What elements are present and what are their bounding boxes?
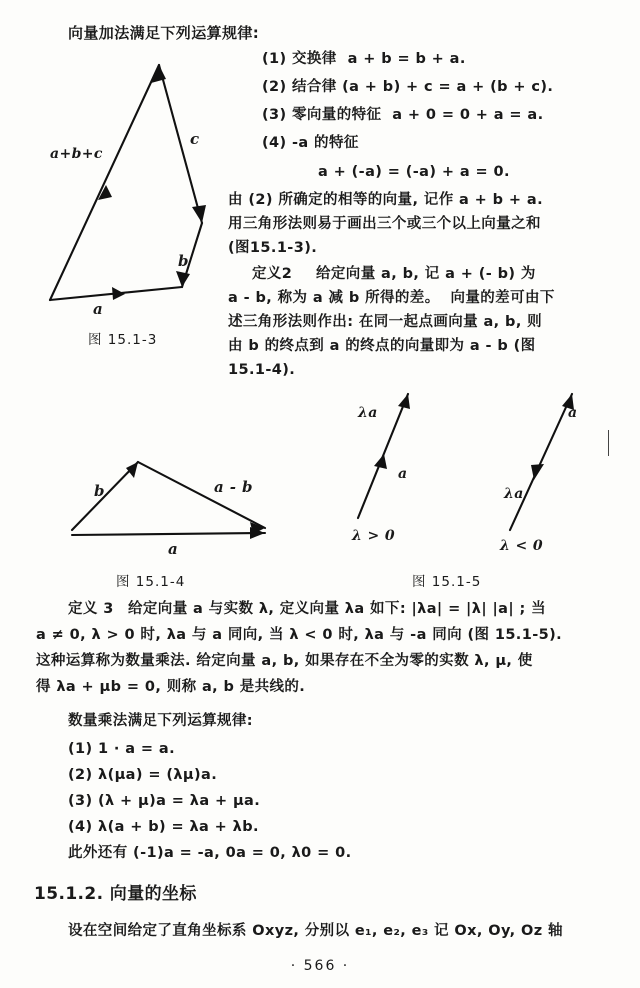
- para1-line-2: 用三角形法则易于画出三个或三个以上向量之和: [228, 216, 541, 232]
- figure-15-1-4-caption: 图 15.1-4: [116, 574, 186, 590]
- figure-15-1-3-label-a: a: [93, 300, 104, 318]
- def2-label: 定义2: [252, 266, 293, 282]
- scalar-rule-3: (3) (λ + μ)a = λa + μa.: [68, 793, 261, 809]
- figure-15-1-5-label-lambda-a-right: λa: [504, 486, 524, 502]
- scalar-rule-1: (1) 1 · a = a.: [68, 741, 176, 757]
- figure-15-1-3-label-abc: a+b+c: [50, 146, 103, 162]
- rule-item-2: (2) 结合律 (a + b) + c = a + (b + c).: [262, 79, 554, 95]
- figure-15-1-5-cond-left: λ > 0: [352, 528, 396, 544]
- rule-item-4b: a + (-a) = (-a) + a = 0.: [318, 164, 510, 180]
- margin-tick: [608, 430, 609, 456]
- page-number: · 566 ·: [290, 958, 350, 974]
- def2-line-1: 给定向量 a, b, 记 a + (- b) 为: [316, 266, 536, 282]
- def2-line-3: 述三角形法则作出: 在同一起点画向量 a, b, 则: [228, 314, 543, 330]
- def2-line-5: 15.1-4).: [228, 362, 296, 378]
- figure-15-1-4-label-b: b: [94, 482, 105, 500]
- figure-15-1-3-label-c: c: [190, 130, 200, 148]
- figure-15-1-5-cond-right: λ < 0: [500, 538, 544, 554]
- def3-line-3: 这种运算称为数量乘法. 给定向量 a, b, 如果存在不全为零的实数 λ, μ, 使: [36, 653, 533, 669]
- def3-line-4: 得 λa + μb = 0, 则称 a, b 是共线的.: [36, 679, 306, 695]
- figure-15-1-5-caption: 图 15.1-5: [412, 574, 482, 590]
- figure-15-1-3-label-b: b: [178, 252, 189, 270]
- section-heading: 15.1.2. 向量的坐标: [34, 884, 197, 904]
- scalar-rule-4: (4) λ(a + b) = λa + λb.: [68, 819, 259, 835]
- def2-line-4: 由 b 的终点到 a 的终点的向量即为 a - b (图: [228, 338, 536, 354]
- figure-15-1-5-label-a-right: a: [568, 405, 578, 421]
- def3-label: 定义 3: [68, 601, 114, 617]
- figure-15-1-3-caption: 图 15.1-3: [88, 332, 158, 348]
- figure-15-1-3-drawing: [30, 55, 250, 335]
- def2-line-2: a - b, 称为 a 减 b 所得的差。 向量的差可由下: [228, 290, 555, 306]
- rule-item-1: (1) 交换律 a + b = b + a.: [262, 51, 466, 67]
- para1-line-3: (图15.1-3).: [228, 240, 318, 256]
- scalar-rules-intro: 数量乘法满足下列运算规律:: [68, 713, 253, 729]
- figure-15-1-4-label-a: a: [168, 540, 179, 558]
- para1-line-1: 由 (2) 所确定的相等的向量, 记作 a + b + a.: [228, 192, 543, 208]
- def3-line-1: 给定向量 a 与实数 λ, 定义向量 λa 如下: |λa| = |λ| |a| ; 当: [128, 601, 547, 617]
- figure-15-1-5-label-a-left: a: [398, 466, 408, 482]
- intro-line: 向量加法满足下列运算规律:: [68, 24, 260, 42]
- figure-15-1-4-label-ab: a - b: [214, 478, 253, 496]
- figure-15-1-5-label-lambda-a-left: λa: [358, 405, 378, 421]
- rule-item-4: (4) -a 的特征: [262, 135, 359, 151]
- def3-line-2: a ≠ 0, λ > 0 时, λa 与 a 同向, 当 λ < 0 时, λa 与 -a 同向 (图 15.1-5).: [36, 627, 563, 643]
- rule-item-3: (3) 零向量的特征 a + 0 = 0 + a = a.: [262, 107, 544, 123]
- section-body-line: 设在空间给定了直角坐标系 Oxyz, 分别以 e₁, e₂, e₃ 记 Ox, Oy, Oz 轴: [68, 923, 563, 939]
- scalar-rule-2: (2) λ(μa) = (λμ)a.: [68, 767, 218, 783]
- scalar-rule-extra: 此外还有 (-1)a = -a, 0a = 0, λ0 = 0.: [68, 845, 352, 861]
